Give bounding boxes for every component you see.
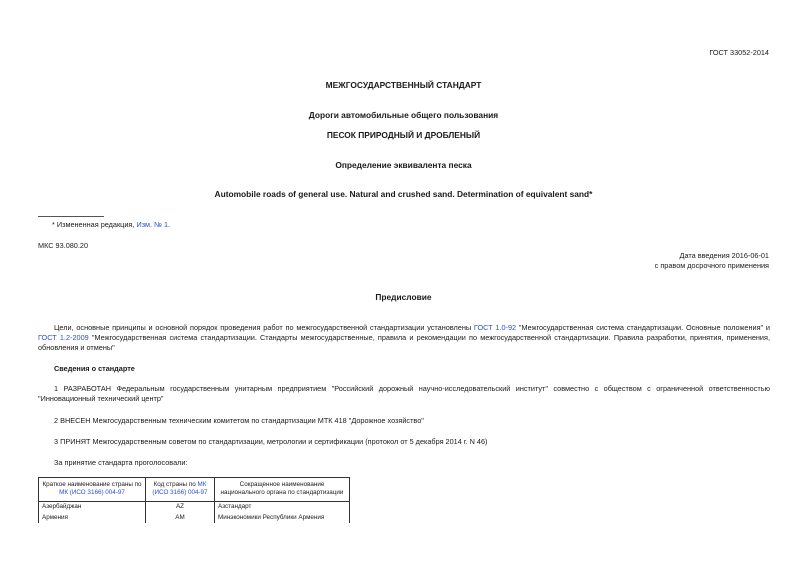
country-name-header <box>39 478 146 502</box>
country-cell: Азербайджан <box>39 502 146 513</box>
country-name-header-text: Краткое наименование страны по <box>42 481 142 488</box>
amendment-link[interactable]: Изм. № 1 <box>136 220 169 229</box>
mk-link[interactable]: МК <box>197 481 207 488</box>
table-row <box>39 502 350 513</box>
preface-text-b: "Межгосударственная система стандартизации. Основные положения" и <box>516 323 770 332</box>
footnote-divider <box>38 216 104 217</box>
standard-subject-title: Дороги автомобильные общего пользования <box>308 110 499 120</box>
preface-paragraph <box>38 323 770 353</box>
table-row <box>39 513 350 523</box>
gost-1-2-2009-link[interactable]: ГОСТ 1.2-2009 <box>38 332 89 342</box>
english-title: Automobile roads of general use. Natural and crushed sand. Determination of equivalent sand* <box>214 189 593 199</box>
national-body-cell: Азстандарт <box>215 502 350 513</box>
voting-table <box>38 477 350 523</box>
code-cell: AZ <box>146 502 215 513</box>
code-cell: AM <box>146 513 215 523</box>
national-body-header: Сокращенное наименование национального органа по стандартизации <box>215 478 350 502</box>
adopted-by-item: 3 ПРИНЯТ Межгосударственным советом по стандартизации, метрологии и сертификации (протокол от 5 декабря 2014 г. N 46) <box>54 437 488 446</box>
preface-text-a: Цели, основные принципы и основной порядок проведения работ по межгосударственной стандартизации установлены <box>54 323 474 332</box>
preface-text-c: "Межгосударственная система стандартизации. Стандарты межгосударственные, правила и рекомендации по межгосударственной стандартизации. Правила разработки, принятия, применения, обновления и отмены" <box>38 332 770 352</box>
country-cell: Армения <box>39 513 146 523</box>
table-header-row <box>39 478 350 502</box>
footnote-text: * Измененная редакция, <box>52 220 137 229</box>
voted-for-label: За принятие стандарта проголосовали: <box>54 458 188 467</box>
intro-date: Дата введения 2016-06-01 <box>679 251 769 260</box>
document-code: ГОСТ 33052-2014 <box>709 48 769 57</box>
early-application-note: с правом досрочного применения <box>654 260 769 270</box>
footnote <box>52 220 170 230</box>
standard-type-title: МЕЖГОСУДАРСТВЕННЫЙ СТАНДАРТ <box>325 80 482 90</box>
country-code-header-text: Код страны по <box>153 481 198 488</box>
mks-code: МКС 93.080.20 <box>38 241 89 250</box>
iso-3166-link[interactable]: (ИСО 3166) 004-97 <box>152 489 208 497</box>
country-code-header <box>146 478 215 502</box>
preface-heading: Предисловие <box>375 292 432 302</box>
gost-1-0-92-link[interactable]: ГОСТ 1.0-92 <box>473 323 517 332</box>
footnote-end: . <box>168 220 171 229</box>
mk-iso-3166-link[interactable]: МК (ИСО 3166) 004-97 <box>59 489 125 497</box>
standard-material-title: ПЕСОК ПРИРОДНЫЙ И ДРОБЛЕНЫЙ <box>326 130 481 140</box>
standard-method-title: Определение эквивалента песка <box>335 160 472 170</box>
developed-by-item: 1 РАЗРАБОТАН Федеральным государственным унитарным предприятием "Российский дорожный научно-исследовательский институт" совместно с обществом с ограниченной ответственностью "Инновационный технический центр" <box>38 384 770 403</box>
intro-date-block <box>655 251 769 271</box>
submitted-by-item: 2 ВНЕСЕН Межгосударственным техническим комитетом по стандартизации МТК 418 "Дорожное хозяйство" <box>54 416 424 425</box>
national-body-cell: Минэкономики Республики Армения <box>215 513 350 523</box>
standard-info-heading: Сведения о стандарте <box>54 364 135 373</box>
